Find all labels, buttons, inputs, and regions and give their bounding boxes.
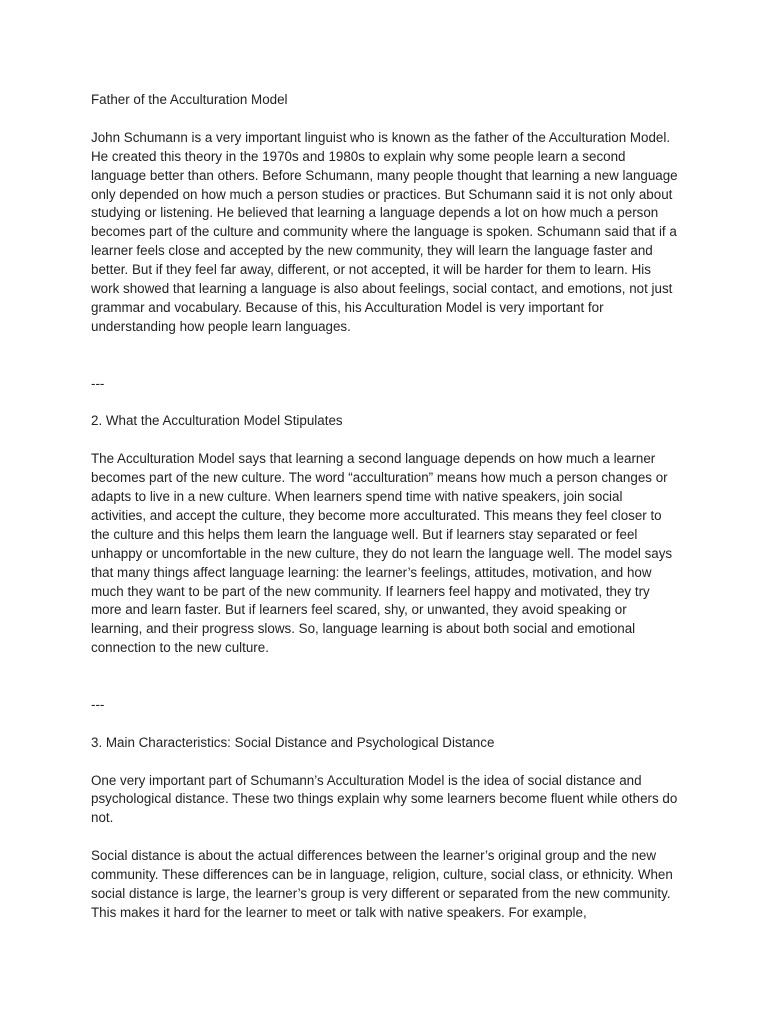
- document-body: [91, 91, 681, 942]
- section3-paragraph-1: One very important part of Schumann’s Acculturation Model is the idea of social distance and psychological distance. These two things explain why some learners become fluent while others do not.: [91, 772, 678, 826]
- section3-paragraph-2: Social distance is about the actual differences between the learner’s original group and the new community. These differences can be in language, religion, culture, social class, or ethnicity. When social distance is large, the learner’s group is very different or separated from the new community. This makes it hard for the learner to meet or talk with native speakers. For example,: [91, 848, 673, 920]
- section2-paragraph: The Acculturation Model says that learning a second language depends on how much a learner becomes part of the new culture. The word “acculturation” means how much a person changes or adapts to live in a new culture. When learners spend time with native speakers, join social activities, and accept the culture, they become more acculturated. This means they feel closer to the culture and this helps them learn the language well. But if learners stay separated or feel unhappy or uncomfortable in the new culture, they do not learn the language well. The model says that many things affect language learning: the learner’s feelings, attitudes, motivation, and how much they want to be part of the new community. If learners feel happy and motivated, they try more and learn faster. But if learners feel scared, shy, or unwanted, they avoid speaking or learning, and their progress slows. So, language learning is about both social and emotional connection to the new culture.: [91, 451, 673, 656]
- section1-paragraph: John Schumann is a very important linguist who is known as the father of the Acculturation Model. He created this theory in the 1970s and 1980s to explain why some people learn a second language better than others. Before Schumann, many people thought that learning a new language only depended on how much a person studies or practices. But Schumann said it is not only about studying or listening. He believed that learning a language depends a lot on how much a person becomes part of the culture and community where the language is spoken. Schumann said that if a learner feels close and accepted by the new community, they will learn the language faster and better. But if they feel far away, different, or not accepted, it will be harder for them to learn. His work showed that learning a language is also about feelings, social contact, and emotions, not just grammar and vocabulary. Because of this, his Acculturation Model is very important for understanding how people learn languages.: [91, 129, 678, 334]
- section-divider: ---: [91, 696, 105, 712]
- section2-heading: 2. What the Acculturation Model Stipulates: [91, 413, 343, 429]
- section3-heading: 3. Main Characteristics: Social Distance and Psychological Distance: [91, 734, 495, 750]
- section-divider: ---: [91, 375, 105, 391]
- document-title: Father of the Acculturation Model: [91, 92, 288, 107]
